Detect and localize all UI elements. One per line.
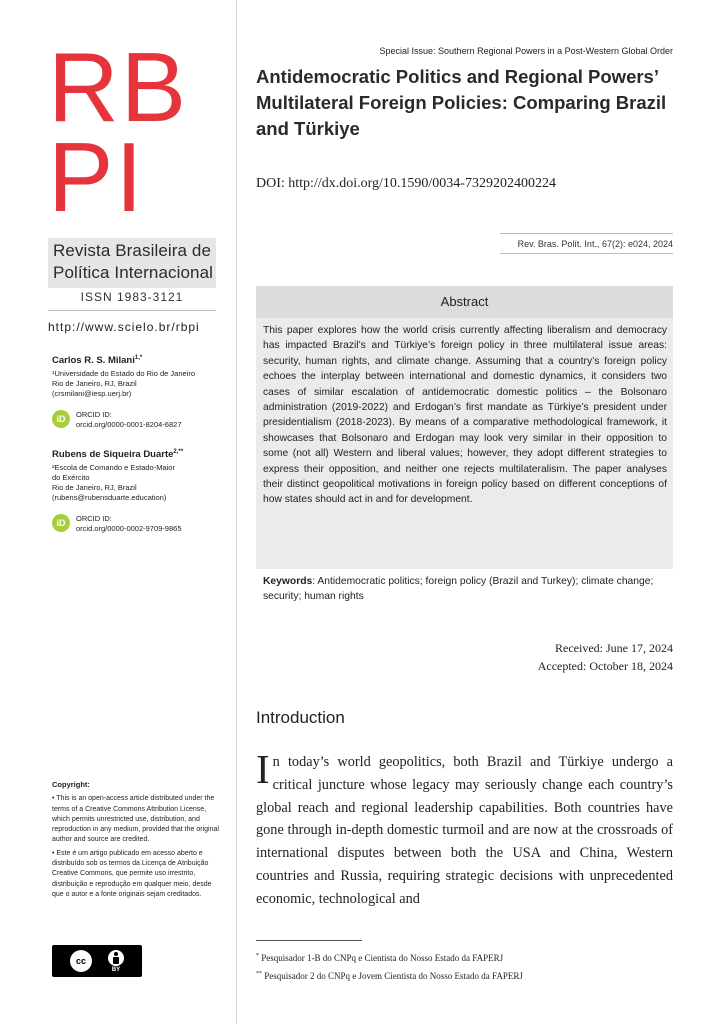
orcid-2[interactable] — [52, 514, 182, 534]
author-affiliation: ¹Universidade do Estado do Rio de Janeiro — [52, 369, 196, 379]
journal-name: Revista Brasileira de Política Internacional — [53, 241, 214, 282]
section-heading-introduction: Introduction — [256, 708, 345, 727]
keywords — [263, 574, 667, 605]
abstract-heading: Abstract — [256, 286, 673, 318]
footnote — [256, 966, 673, 984]
divider — [500, 233, 673, 234]
keywords-list: : Antidemocratic politics; foreign policy (Brazil and Turkey); climate change; security; human rights — [263, 576, 654, 603]
author-marks: 1,* — [134, 355, 143, 361]
introduction-body — [256, 746, 673, 911]
copyright-en: • This is an open-access article distributed under the terms of a Creative Commons Attribution License, which permits unrestricted use, distribution, and reproduction in any medium, provided that the original author and source are credited. — [52, 795, 219, 844]
author-email[interactable]: (rubens@rubensduarte.education) — [52, 493, 167, 503]
column-divider — [236, 0, 237, 1024]
orcid-1[interactable] — [52, 410, 182, 430]
author-location: Rio de Janeiro, RJ, Brazil — [52, 379, 137, 389]
divider — [500, 253, 673, 254]
copyright-title: Copyright: — [52, 780, 90, 789]
logo-pi: PI — [48, 122, 145, 232]
footnote — [256, 948, 673, 966]
journal-website-link[interactable]: http://www.scielo.br/rbpi — [48, 320, 200, 334]
citation: Rev. Bras. Polít. Int., 67(2): e024, 2024 — [517, 239, 673, 249]
special-issue-label: Special Issue: Southern Regional Powers in a Post-Western Global Order — [379, 46, 673, 56]
footnote-text: Pesquisador 2 do CNPq e Jovem Cientista do Nosso Estado da FAPERJ — [262, 971, 523, 981]
article-title: Antidemocratic Politics and Regional Powers’ Multilateral Foreign Policies: Comparing Brazil and Türkiye — [256, 66, 667, 139]
divider — [48, 310, 216, 311]
author-email[interactable]: (crsmilani@iesp.uerj.br) — [52, 389, 132, 399]
footnote-text: Pesquisador 1-B do CNPq e Cientista do Nosso Estado da FAPERJ — [259, 953, 504, 963]
keywords-label: Keywords — [263, 576, 313, 587]
author-marks: 2,** — [173, 449, 184, 455]
journal-logo — [48, 32, 218, 232]
accepted-date: Accepted: October 18, 2024 — [537, 659, 673, 673]
author-affiliation-cont: do Exército — [52, 473, 90, 483]
issn: ISSN 1983-3121 — [80, 290, 184, 304]
author-name: Rubens de Siqueira Duarte — [52, 449, 174, 461]
author-1 — [52, 352, 195, 399]
orcid-icon: iD — [52, 514, 70, 532]
article-dates — [256, 639, 673, 675]
author-2 — [52, 446, 183, 503]
introduction-paragraph: n today’s world geopolitics, both Brazil and Türkiye undergo a critical juncture whose legacy may seriously change each country’s global reach and regional leadership capabilities. Both countries have gone through in-depth domestic turmoil and are now at the crossroads of international disputes between both the USA and China, Western countries and Russia, requiring strategic decisions with unprecedented economic, technological and — [256, 754, 673, 907]
author-affiliation: ²Escola de Comando e Estado-Maior — [52, 463, 175, 473]
copyright-pt: • Este é um artigo publicado em acesso aberto e distribuído sob os termos da Licença de Atribuição Creative Commons, que permite uso irrestrito, distribuição e reprodução em qualquer meio, desde que o autor e a fonte originais sejam creditados. — [52, 849, 212, 898]
orcid-icon: iD — [52, 410, 70, 428]
footnote-mark: ** — [256, 971, 262, 977]
footnote-mark: * — [256, 953, 259, 959]
abstract-text: This paper explores how the world crisis currently affecting liberalism and democracy has impacted Brazil’s and Türkiye’s foreign policy in three multilateral issue areas: security, human rights, and climate change. Assuming that a country’s foreign policy echoes the interplay between international and domestic dynamics, it considers two cases of similar escalation of antidemocratic domestic politics – the Bolsonaro administration (2019-2022) and Erdogan’s first mandate as Türkiye’s president under presidentialism (2018-2023). By means of a comparative methodological framework, it showcases that Bolsonaro and Erdogan may look very similar in their opposition to some (not all) Western and liberal values; however, they adopt different strategies to express their opposition, and neither one rejects multilateralism. The paper analyses their distinct geopolitical motivations in foreign policy based on different conceptions of how states should act in and for development. — [263, 325, 667, 506]
doi-link[interactable]: DOI: http://dx.doi.org/10.1590/0034-7329202400224 — [256, 176, 556, 191]
cc-icon: cc — [70, 950, 92, 972]
drop-cap: I — [256, 746, 270, 792]
author-location: Rio de Janeiro, RJ, Brazil — [52, 483, 137, 493]
attribution-icon — [108, 950, 124, 966]
orcid-link[interactable]: orcid.org/0000-0001-8204-6827 — [76, 420, 182, 429]
footnote-divider — [256, 940, 362, 941]
orcid-label: ORCID ID: — [76, 514, 112, 523]
cc-by-license-badge[interactable] — [52, 945, 142, 977]
footnotes — [256, 948, 673, 984]
author-name: Carlos R. S. Milani — [52, 355, 135, 367]
received-date: Received: June 17, 2024 — [555, 641, 673, 655]
orcid-label: ORCID ID: — [76, 410, 112, 419]
copyright-notice — [52, 780, 220, 903]
logo-rb: RB — [48, 32, 189, 142]
orcid-link[interactable]: orcid.org/0000-0002-9709-9865 — [76, 524, 182, 533]
sidebar — [0, 0, 236, 1024]
by-label: BY — [111, 966, 121, 973]
